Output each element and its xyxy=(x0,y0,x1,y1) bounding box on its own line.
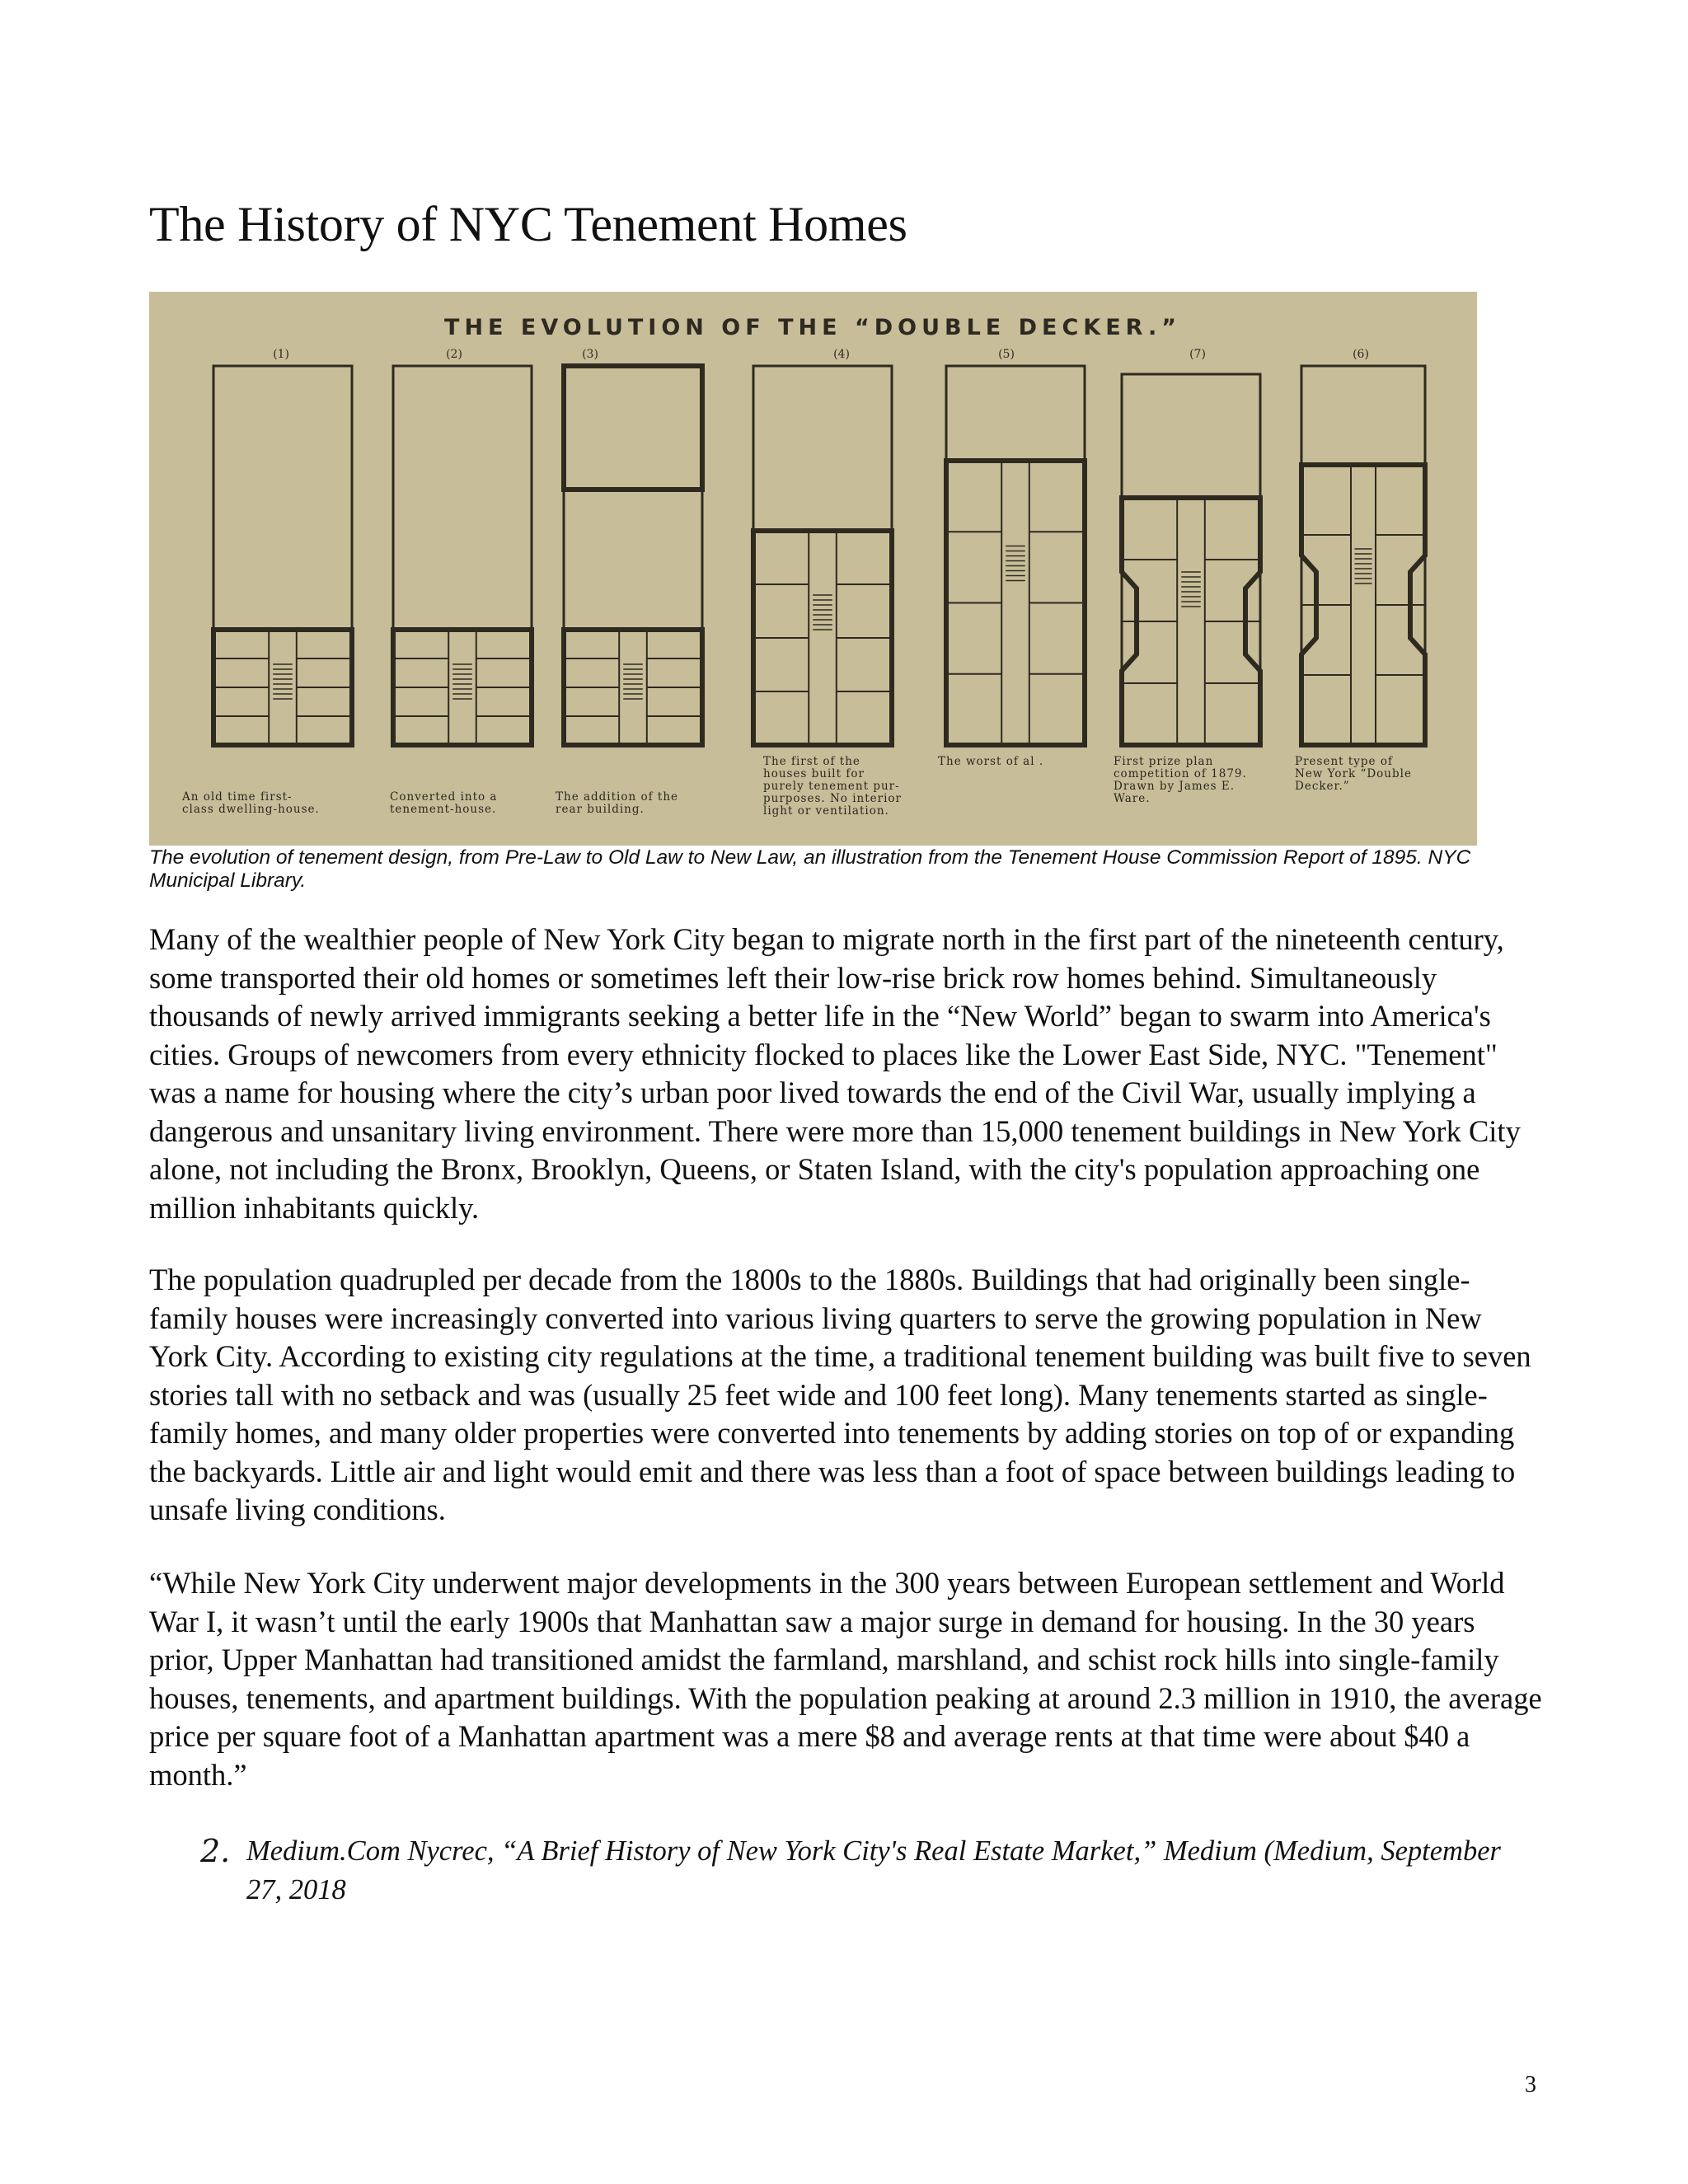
plan-caption-6: Ware. xyxy=(1114,792,1151,805)
plan-caption-5: The worst of al . xyxy=(938,755,1044,768)
plan-caption-2: Converted into a xyxy=(390,790,498,804)
plan-number-1: (1) xyxy=(273,348,289,361)
body-paragraph-1: Many of the wealthier people of New York City began to migrate north in the first part of the nineteenth century, some transported their old homes or sometimes left their low-rise brick row homes behind. Simultaneously thousands of newly arrived immigrants seeking a better life in the “New World” began to swarm into America's cities. Groups of newcomers from every ethnicity flocked to places like the Lower East Side, NYC. "Tenement" was a name for housing where the city’s urban poor lived towards the end of the Civil War, usually implying a dangerous and unsanitary living environment. There were more than 15,000 tenement buildings in New York City alone, not including the Bronx, Brooklyn, Queens, or Staten Island, with the city's population approaching one million inhabitants quickly. xyxy=(149,922,1521,1225)
plan-caption-4: The first of the xyxy=(763,755,860,768)
plan-number-5: (5) xyxy=(998,348,1015,361)
plan-caption-2: tenement-house. xyxy=(390,803,497,816)
plan-number-7: (6) xyxy=(1353,348,1369,361)
plan-caption-7: Present type of xyxy=(1295,755,1393,768)
body-paragraph-3: “While New York City underwent major developments in the 300 years between European settlement and World War I, it wasn’t until the early 1900s that Manhattan saw a major surge in demand for housing. In the 30 years prior, Upper Manhattan had transitioned amidst the farmland, marshland, and schist rock hills into single-family houses, tenements, and apartment buildings. With the population peaking at around 2.3 million in 1910, the average price per square foot of a Manhattan apartment was a mere $8 and average rents at that time were about $40 a month.” xyxy=(149,1566,1542,1792)
tenement-evolution-figure xyxy=(149,292,1477,846)
figure-caption: The evolution of tenement design, from Pre-Law to Old Law to New Law, an illustration from the Tenement House Commission Report of 1895. NYC Municipal Library. xyxy=(149,846,1471,892)
plan-caption-4: purely tenement pur- xyxy=(763,780,900,793)
footnote-number: 2. xyxy=(200,1833,231,1869)
plan-caption-4: purposes. No interior xyxy=(763,792,902,805)
plan-caption-3: rear building. xyxy=(556,803,645,816)
plan-number-6: (7) xyxy=(1189,348,1206,361)
page-title: The History of NYC Tenement Homes xyxy=(149,197,907,251)
floor-plans-illustration xyxy=(149,292,1477,846)
plan-number-2: (2) xyxy=(446,348,462,361)
plan-number-3: (3) xyxy=(582,348,598,361)
figure-banner: THE EVOLUTION OF THE “DOUBLE DECKER.” xyxy=(444,315,1181,340)
plan-caption-3: The addition of the xyxy=(556,790,679,804)
plan-caption-7: New York “Double xyxy=(1295,767,1412,780)
body-paragraph-2: The population quadrupled per decade from the 1800s to the 1880s. Buildings that had originally been single-family houses were increasingly converted into various living quarters to serve the growing population in New York City. According to existing city regulations at the time, a traditional tenement building was built five to seven stories tall with no setback and was (usually 25 feet wide and 100 feet long). Many tenements started as single-family homes, and many older properties were converted into tenements by adding stories on top of or expanding the backyards. Little air and light would emit and there was less than a foot of space between buildings leading to unsafe living conditions. xyxy=(149,1263,1531,1526)
footnote-text: Medium.Com Nycrec, “A Brief History of New York City's Real Estate Market,” Medium (Medium, September 27, 2018 xyxy=(246,1835,1501,1905)
plan-caption-4: houses built for xyxy=(763,767,865,780)
plan-caption-6: First prize plan xyxy=(1114,755,1214,768)
plan-caption-6: competition of 1879. xyxy=(1114,767,1247,780)
plan-number-4: (4) xyxy=(833,348,850,361)
plan-caption-1: An old time first- xyxy=(182,790,293,804)
plan-caption-4: light or ventilation. xyxy=(763,804,889,818)
page-number: 3 xyxy=(1525,2072,1536,2097)
plan-caption-7: Decker.” xyxy=(1295,780,1350,793)
plan-caption-1: class dwelling-house. xyxy=(182,803,320,816)
plan-caption-6: Drawn by James E. xyxy=(1114,780,1236,793)
